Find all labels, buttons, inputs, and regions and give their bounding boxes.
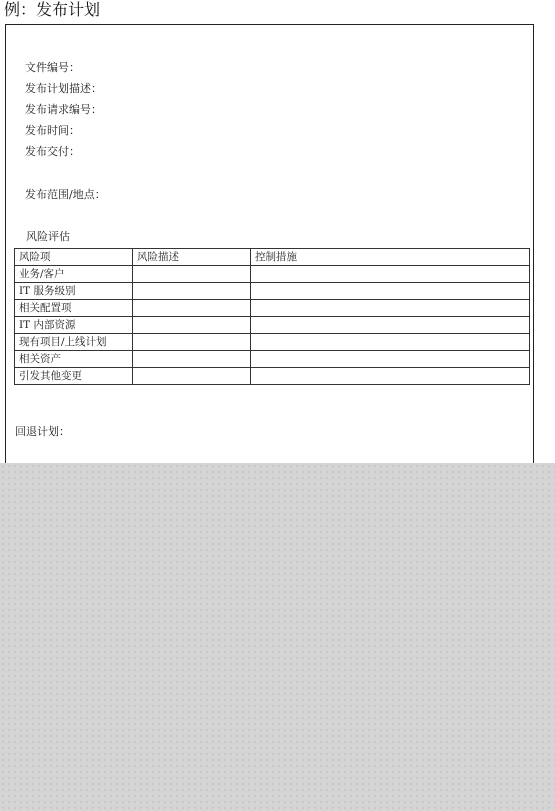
field-scope-location: 发布范围/地点： [25,188,106,201]
table-row [15,351,530,368]
field-doc-number: 文件编号： [25,61,80,74]
risk-item-cell: 业务/客户 [15,266,133,283]
risk-table-header-row [15,249,530,266]
header-risk-description: 风险描述 [133,249,251,266]
risk-description-cell [133,334,251,351]
field-rollback-plan: 回退计划： [15,425,70,438]
header-control-measures: 控制措施 [251,249,530,266]
risk-item-cell: 现有项目/上线计划 [15,334,133,351]
risk-item-cell: IT 服务级别 [15,283,133,300]
risk-item-cell: 相关资产 [15,351,133,368]
field-release-time: 发布时间： [25,124,80,137]
risk-description-cell [133,300,251,317]
redaction-overlay [0,463,555,811]
table-row [15,334,530,351]
risk-item-cell: 相关配置项 [15,300,133,317]
table-row [15,317,530,334]
table-row [15,368,530,385]
risk-description-cell [133,317,251,334]
field-request-number: 发布请求编号： [25,103,102,116]
page-title: 例：发布计划 [4,0,101,19]
control-measures-cell [251,334,530,351]
risk-assessment-title: 风险评估 [26,230,70,243]
table-row [15,300,530,317]
risk-description-cell [133,351,251,368]
table-row [15,266,530,283]
risk-item-cell: IT 内部资源 [15,317,133,334]
control-measures-cell [251,317,530,334]
control-measures-cell [251,300,530,317]
control-measures-cell [251,351,530,368]
field-deliverables: 发布交付： [25,145,80,158]
table-row [15,283,530,300]
risk-description-cell [133,368,251,385]
control-measures-cell [251,368,530,385]
risk-description-cell [133,283,251,300]
risk-table [14,248,530,385]
field-plan-description: 发布计划描述： [25,82,102,95]
header-risk-item: 风险项 [15,249,133,266]
risk-description-cell [133,266,251,283]
control-measures-cell [251,266,530,283]
control-measures-cell [251,283,530,300]
risk-item-cell: 引发其他变更 [15,368,133,385]
